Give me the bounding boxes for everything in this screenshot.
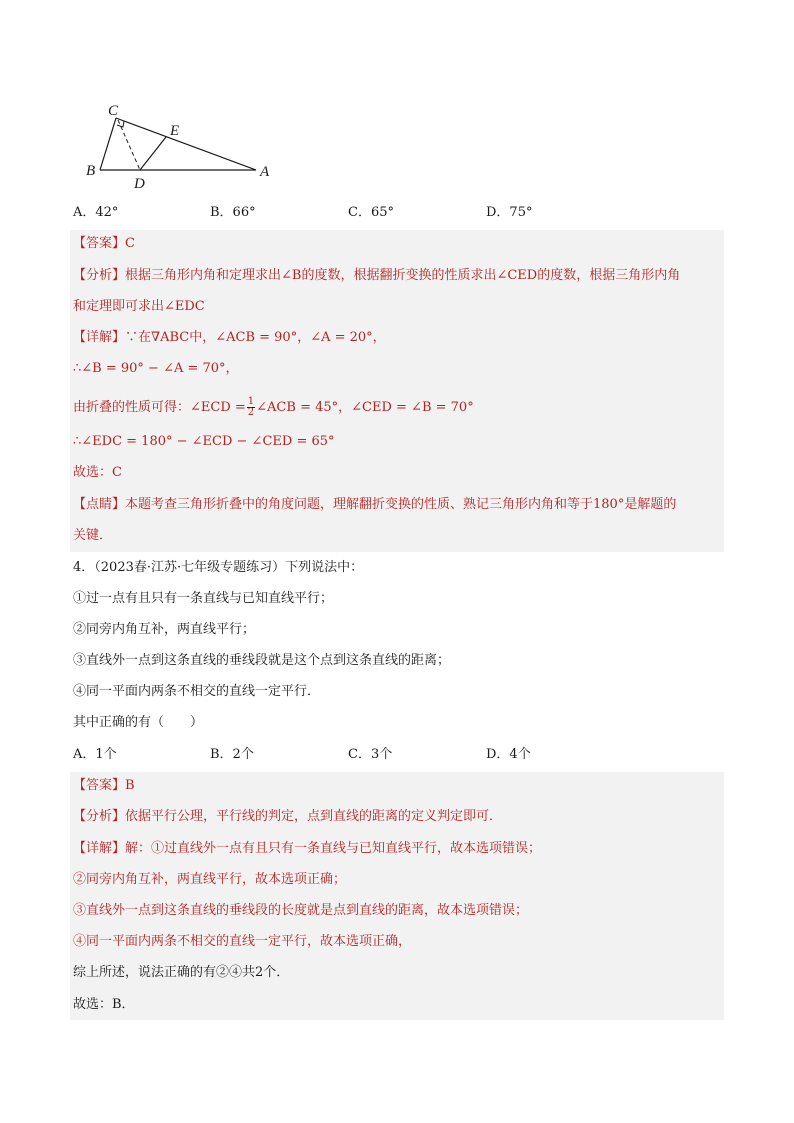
choice-text: 故选：C	[73, 465, 122, 480]
q3-detail-line-3	[73, 393, 723, 423]
q4-answer	[73, 775, 723, 797]
right-angle-mark	[117, 121, 124, 127]
q4-analysis	[73, 806, 723, 828]
triangle-figure	[78, 96, 288, 188]
detail-text-2: ∴∠B = 90° − ∠A = 70°，	[73, 361, 239, 376]
q3-detail-line-4	[73, 431, 723, 453]
q4-option-b: B．2个	[210, 747, 254, 762]
label-E: E	[170, 123, 180, 139]
q4-detail-line-4	[73, 931, 723, 953]
q3-detail-line-2	[73, 358, 723, 380]
q3-analysis-line-1	[73, 265, 723, 287]
analysis-text: 依据平行公理，平行线的判定，点到直线的距离的定义判定即可．	[125, 809, 503, 824]
q4-option-d: D．4个	[486, 747, 531, 762]
q3-option-d: D．75°	[486, 205, 533, 220]
fraction-one-half	[247, 397, 255, 418]
dashed-CD	[118, 120, 140, 170]
q3-answer	[73, 233, 723, 255]
fraction-numerator: 1	[247, 396, 255, 407]
side-CA	[116, 118, 256, 170]
detail-text-3-prefix: 由折叠的性质可得：∠ECD =	[73, 400, 246, 415]
q4-detail-line-2	[73, 869, 723, 891]
analysis-tag: 【分析】	[73, 809, 126, 824]
q4-choice	[73, 994, 723, 1016]
detail-text-3-suffix: ∠ACB = 45°，∠CED = ∠B = 70°	[256, 400, 474, 415]
q4-item-1: ①过一点有且只有一条直线与已知直线平行；	[73, 591, 334, 606]
analysis-text-2: 和定理即可求出∠EDC	[73, 299, 205, 314]
q4-stem: 4．（2023春·江苏·七年级专题练习）下列说法中：	[73, 560, 364, 575]
detail-text-2: ②同旁内角互补，两直线平行，故本选项正确；	[73, 872, 347, 887]
q4-detail-line-3	[73, 900, 723, 922]
triangle-diagram	[78, 96, 288, 188]
comment-text-2: 关键．	[73, 528, 113, 543]
q3-option-c: C．65°	[348, 205, 394, 220]
detail-text-3: ③直线外一点到这条直线的垂线段的长度就是点到直线的距离，故本选项错误；	[73, 903, 529, 918]
q4-option-c: C．3个	[348, 747, 393, 762]
q4-options	[73, 744, 723, 766]
q4-detail-line-1	[73, 838, 723, 860]
label-B: B	[86, 163, 96, 179]
segment-ED	[140, 137, 166, 170]
detail-tag: 【详解】	[73, 330, 126, 345]
comment-text-1: 本题考查三角形折叠中的角度问题，理解翻折变换的性质、熟记三角形内角和等于180°是解题的	[125, 497, 677, 512]
q4-detail-line-5	[73, 962, 723, 984]
label-D: D	[134, 176, 145, 188]
detail-text-1: 解：①过直线外一点有且只有一条直线与已知直线平行，故本选项错误；	[125, 841, 542, 856]
answer-tag: 【答案】	[73, 778, 126, 793]
detail-text-4: ∴∠EDC = 180° − ∠ECD − ∠CED = 65°	[73, 434, 335, 449]
analysis-tag: 【分析】	[73, 268, 126, 283]
q3-option-a: A．42°	[73, 205, 119, 220]
detail-tag: 【详解】	[73, 841, 126, 856]
answer-tag: 【答案】	[73, 236, 126, 251]
q4-option-a: A．1个	[73, 747, 117, 762]
q4-item-3: ③直线外一点到这条直线的垂线段就是这个点到这条直线的距离；	[73, 653, 451, 668]
answer-value: B	[125, 778, 135, 793]
choice-text: 故选：B．	[73, 997, 135, 1012]
q3-options	[73, 202, 723, 224]
q3-comment-line-1	[73, 494, 723, 516]
detail-text-4: ④同一平面内两条不相交的直线一定平行，故本选项正确，	[73, 934, 412, 949]
comment-tag: 【点睛】	[73, 497, 126, 512]
q3-choice	[73, 462, 723, 484]
q4-item-4: ④同一平面内两条不相交的直线一定平行．	[73, 684, 321, 699]
q3-comment-line-2	[73, 525, 723, 547]
label-A: A	[260, 164, 270, 180]
detail-text-1: ∵在∇ABC中，∠ACB = 90°，∠A = 20°，	[125, 330, 386, 345]
q3-option-b: B．66°	[210, 205, 256, 220]
analysis-text-1: 根据三角形内角和定理求出∠B的度数，根据翻折变换的性质求出∠CED的度数，根据三角形内角	[125, 268, 681, 283]
q4-question: 其中正确的有（ ）	[73, 715, 204, 730]
detail-text-5: 综上所述，说法正确的有②④共2个．	[73, 965, 290, 980]
q4-item-2: ②同旁内角互补，两直线平行；	[73, 622, 256, 637]
q3-analysis-line-2	[73, 296, 723, 318]
side-BC	[100, 118, 116, 170]
q3-detail-line-1	[73, 327, 723, 349]
answer-value: C	[125, 236, 135, 251]
label-C: C	[108, 103, 119, 119]
fraction-denominator: 2	[247, 407, 255, 418]
